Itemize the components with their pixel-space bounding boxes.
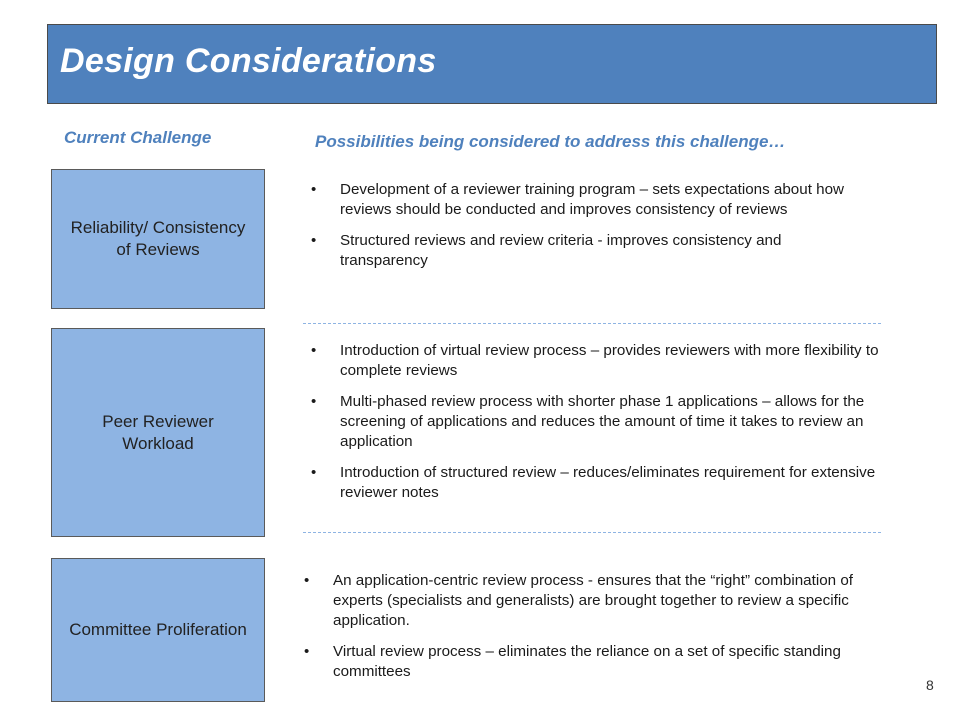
bullet-item: • An application-centric review process - ensures that the “right” combination of experts (specialists and generalists) are brought together to review a specific application. [304,571,884,631]
bullet-item: • Structured reviews and review criteria - improves consistency and transparency [311,231,866,271]
possibilities-list-reliability [311,180,866,271]
bullet-item: • Virtual review process – eliminates the reliance on a set of specific standing committees [304,642,884,682]
title-bar [47,24,937,104]
page-number: 8 [926,677,934,693]
challenge-box-workload [51,328,265,537]
challenge-label: Peer Reviewer Workload [102,411,214,453]
dashed-divider [303,323,881,324]
slide-title: Design Considerations [60,42,437,80]
bullet-item: • Introduction of virtual review process – provides reviewers with more flexibility to complete reviews [311,341,891,381]
bullet-item: • Multi-phased review process with shorter phase 1 applications – allows for the screening of applications and reduces the amount of time it takes to review an application [311,392,891,452]
bullet-item: • Introduction of structured review – reduces/eliminates requirement for extensive reviewer notes [311,463,891,503]
challenge-label: Committee Proliferation [69,620,247,639]
possibilities-header: Possibilities being considered to address this challenge… [315,132,786,151]
challenge-label: Reliability/ Consistency of Reviews [70,218,246,259]
possibilities-list-workload [311,341,891,503]
dashed-divider [303,532,881,533]
possibilities-list-committee [304,571,884,682]
challenge-box-committee [51,558,265,702]
current-challenge-header: Current Challenge [64,128,212,147]
challenge-box-reliability [51,169,265,309]
bullet-item: • Development of a reviewer training program – sets expectations about how reviews should be conducted and improves consistency of reviews [311,180,866,220]
